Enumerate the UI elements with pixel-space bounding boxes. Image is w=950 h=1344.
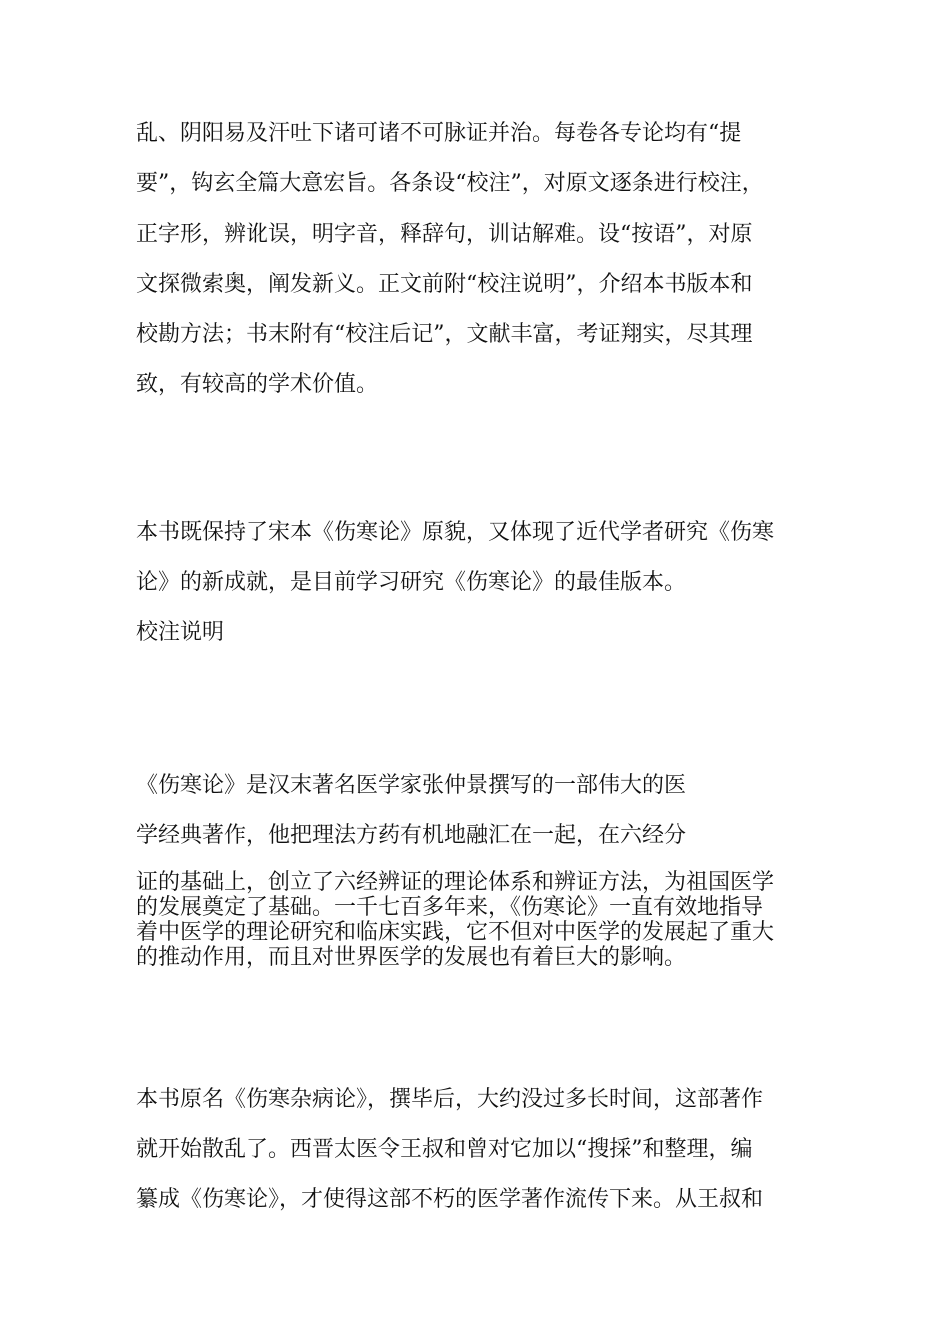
paragraph-2-line-1: 本书既保持了宋本《伤寒论》原貌，又体现了近代学者研究《伤寒	[136, 520, 775, 545]
paragraph-1-line-2: 要”，钩玄全篇大意宏旨。各条设“校注”，对原文逐条进行校注，	[136, 171, 764, 196]
paragraph-4-line-1: 证的基础上，创立了六经辨证的理论体系和辨证方法，为祖国医学	[136, 870, 775, 895]
paragraph-5-line-3: 纂成《伤寒论》，才使得这部不朽的医学著作流传下来。从王叔和	[136, 1187, 764, 1212]
paragraph-5-line-1: 本书原名《伤寒杂病论》，撰毕后，大约没过多长时间，这部著作	[136, 1087, 764, 1112]
paragraph-2-line-2: 论》的新成就，是目前学习研究《伤寒论》的最佳版本。	[136, 570, 687, 595]
paragraph-3-line-2: 学经典著作，他把理法方药有机地融汇在一起，在六经分	[136, 823, 687, 848]
section-heading: 校注说明	[136, 620, 225, 645]
paragraph-4-line-2: 的发展奠定了基础。一千七百多年来，《伤寒论》一直有效地指导	[136, 895, 764, 920]
paragraph-4	[136, 870, 796, 970]
paragraph-5-line-2: 就开始散乱了。西晋太医令王叔和曾对它加以“搜採”和整理，编	[136, 1137, 753, 1162]
paragraph-4-line-3: 着中医学的理论研究和临床实践，它不但对中医学的发展起了重大	[136, 920, 775, 945]
paragraph-1-line-5: 校勘方法；书末附有“校注后记”，文献丰富，考证翔实，尽其理	[136, 322, 753, 347]
paragraph-3-line-1: 《伤寒论》是汉末著名医学家张仲景撰写的一部伟大的医	[136, 773, 687, 798]
paragraph-1-line-3: 正字形，辨讹误，明字音，释辞句，训诂解难。设“按语”，对原	[136, 222, 753, 247]
paragraph-1-line-6: 致，有较高的学术价值。	[136, 372, 379, 397]
paragraph-4-line-4: 的推动作用，而且对世界医学的发展也有着巨大的影响。	[136, 945, 687, 970]
paragraph-1-line-1: 乱、阴阳易及汗吐下诸可诸不可脉证并治。每卷各专论均有“提	[136, 121, 742, 146]
paragraph-1-line-4: 文探微索奥，阐发新义。正文前附“校注说明”，介绍本书版本和	[136, 272, 753, 297]
